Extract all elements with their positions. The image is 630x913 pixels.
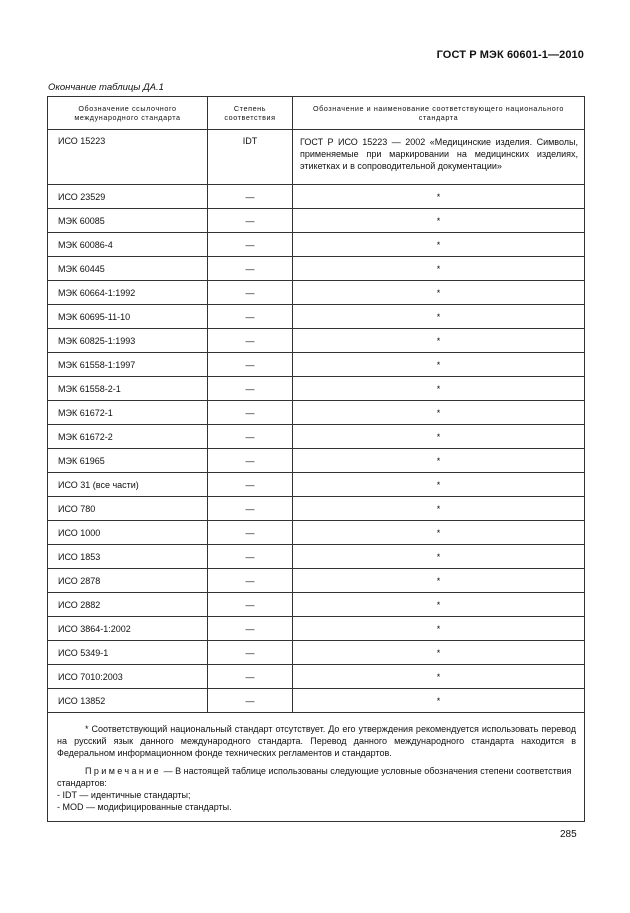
cell-reference: МЭК 60664-1:1992: [48, 281, 208, 305]
note-label: Примечание: [85, 766, 162, 776]
cell-degree: —: [208, 305, 293, 329]
table-row: [48, 185, 585, 209]
note-heading: [57, 765, 576, 789]
cell-reference: ИСО 31 (все части): [48, 473, 208, 497]
table-row: [48, 497, 585, 521]
cell-national: *: [293, 353, 585, 377]
cell-reference: МЭК 60695-11-10: [48, 305, 208, 329]
note-item-idt: - IDT — идентичные стандарты;: [57, 790, 191, 800]
cell-degree: —: [208, 593, 293, 617]
standards-table: [47, 96, 585, 822]
cell-national: *: [293, 305, 585, 329]
cell-reference: ИСО 3864-1:2002: [48, 617, 208, 641]
cell-reference: МЭК 61965: [48, 449, 208, 473]
cell-national: *: [293, 257, 585, 281]
cell-degree: —: [208, 281, 293, 305]
cell-reference: МЭК 61558-2-1: [48, 377, 208, 401]
cell-national: *: [293, 473, 585, 497]
table-row: [48, 593, 585, 617]
column-header-degree: Степень соответствия: [208, 97, 293, 130]
cell-degree: —: [208, 257, 293, 281]
table-caption: Окончание таблицы ДА.1: [48, 82, 164, 93]
column-header-reference: Обозначение ссылочного международного стандарта: [48, 97, 208, 130]
cell-national: *: [293, 497, 585, 521]
table-row: [48, 281, 585, 305]
cell-reference: ИСО 5349-1: [48, 641, 208, 665]
cell-national: *: [293, 233, 585, 257]
cell-reference: ИСО 23529: [48, 185, 208, 209]
note-item-mod: - MOD — модифицированные стандарты.: [57, 802, 232, 812]
cell-reference: ИСО 1853: [48, 545, 208, 569]
cell-degree: —: [208, 473, 293, 497]
table-row: [48, 329, 585, 353]
cell-degree: IDT: [208, 130, 293, 185]
cell-national: *: [293, 665, 585, 689]
table-header-row: [48, 97, 585, 130]
table-row: [48, 665, 585, 689]
cell-degree: —: [208, 665, 293, 689]
table-body: [48, 130, 585, 822]
cell-degree: —: [208, 545, 293, 569]
table-row: [48, 545, 585, 569]
cell-degree: —: [208, 641, 293, 665]
cell-reference: МЭК 60086-4: [48, 233, 208, 257]
table-row: [48, 377, 585, 401]
table-row: [48, 449, 585, 473]
cell-degree: —: [208, 353, 293, 377]
table-row: [48, 353, 585, 377]
notes-cell: [48, 713, 585, 822]
cell-reference: МЭК 60825-1:1993: [48, 329, 208, 353]
table-row: [48, 257, 585, 281]
page-number: 285: [560, 829, 577, 840]
cell-national: *: [293, 545, 585, 569]
document-code: ГОСТ Р МЭК 60601-1—2010: [436, 49, 584, 61]
cell-reference: МЭК 60445: [48, 257, 208, 281]
cell-degree: —: [208, 497, 293, 521]
table-row: [48, 641, 585, 665]
cell-reference: ИСО 7010:2003: [48, 665, 208, 689]
cell-national: *: [293, 593, 585, 617]
cell-national: *: [293, 689, 585, 713]
cell-national: *: [293, 521, 585, 545]
cell-national: ГОСТ Р ИСО 15223 — 2002 «Медицинские изделия. Символы, применяемые при маркировании на медицинских изделиях, этикетках и в сопроводительной документации»: [293, 130, 585, 185]
cell-degree: —: [208, 185, 293, 209]
cell-degree: —: [208, 377, 293, 401]
cell-reference: МЭК 60085: [48, 209, 208, 233]
table-row: [48, 401, 585, 425]
cell-national: *: [293, 281, 585, 305]
cell-reference: МЭК 61558-1:1997: [48, 353, 208, 377]
cell-reference: МЭК 61672-1: [48, 401, 208, 425]
column-header-national: Обозначение и наименование соответствующего национального стандарта: [293, 97, 585, 130]
cell-national: *: [293, 377, 585, 401]
cell-national: *: [293, 569, 585, 593]
table-row: [48, 617, 585, 641]
cell-reference: ИСО 13852: [48, 689, 208, 713]
cell-reference: ИСО 2878: [48, 569, 208, 593]
cell-national: *: [293, 401, 585, 425]
cell-reference: МЭК 61672-2: [48, 425, 208, 449]
table-row: [48, 305, 585, 329]
cell-degree: —: [208, 617, 293, 641]
cell-national: *: [293, 185, 585, 209]
cell-degree: —: [208, 569, 293, 593]
table-row: [48, 209, 585, 233]
table-row: [48, 130, 585, 185]
note-text: — В настоящей таблице использованы следующие условные обозначения степени соответствия стандартов:: [57, 766, 572, 788]
cell-reference: ИСО 2882: [48, 593, 208, 617]
cell-reference: ИСО 1000: [48, 521, 208, 545]
cell-national: *: [293, 641, 585, 665]
cell-national: *: [293, 329, 585, 353]
cell-degree: —: [208, 329, 293, 353]
cell-degree: —: [208, 521, 293, 545]
cell-degree: —: [208, 401, 293, 425]
cell-degree: —: [208, 449, 293, 473]
cell-national: *: [293, 425, 585, 449]
cell-degree: —: [208, 425, 293, 449]
cell-degree: —: [208, 689, 293, 713]
table-row: [48, 689, 585, 713]
footnote-text: * Соответствующий национальный стандарт отсутствует. До его утверждения рекомендуется использовать перевод на русский язык данного международного стандарта. Перевод данного международного стандарта находится в Федеральном информационном фонде технических регламентов и стандартов.: [57, 724, 576, 758]
notes-row: [48, 713, 585, 822]
table-row: [48, 473, 585, 497]
cell-national: *: [293, 449, 585, 473]
cell-reference: ИСО 15223: [48, 130, 208, 185]
cell-reference: ИСО 780: [48, 497, 208, 521]
cell-national: *: [293, 209, 585, 233]
table-row: [48, 233, 585, 257]
table-row: [48, 569, 585, 593]
cell-national: *: [293, 617, 585, 641]
table-row: [48, 521, 585, 545]
cell-degree: —: [208, 209, 293, 233]
table-row: [48, 425, 585, 449]
cell-degree: —: [208, 233, 293, 257]
